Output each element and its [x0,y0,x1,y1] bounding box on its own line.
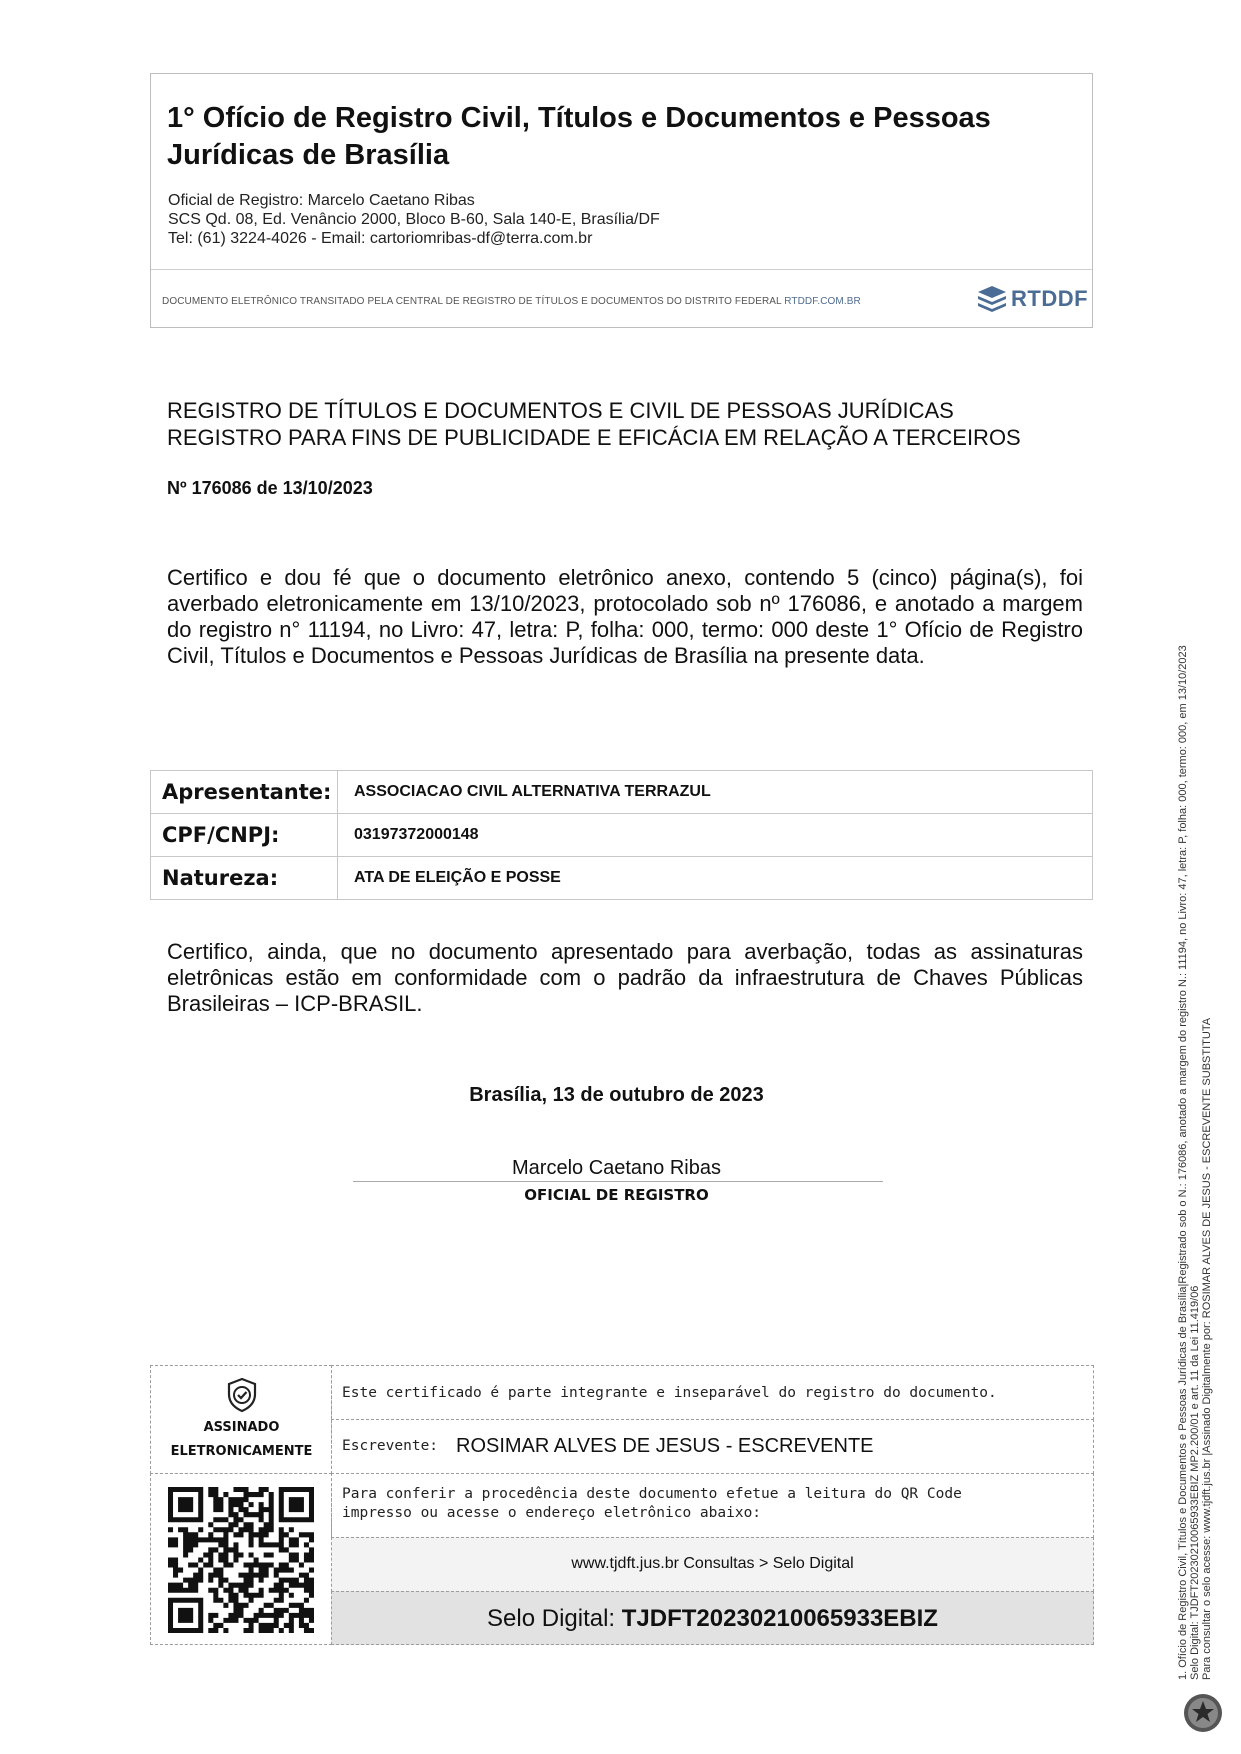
table-row [151,771,1093,814]
transit-note [162,296,861,307]
clerk-name: ROSIMAR ALVES DE JESUS - ESCREVENTE [456,1435,874,1457]
seal-code: TJDFT20230210065933EBIZ [621,1605,938,1632]
details-table [150,770,1093,900]
signed-badge-cell [150,1365,332,1474]
verify-url[interactable]: www.tjdft.jus.br Consultas > Selo Digital [571,1555,854,1572]
transit-note-text: DOCUMENTO ELETRÔNICO TRANSITADO PELA CENTRAL DE REGISTRO DE TÍTULOS E DOCUMENTOS DO DISTRITO FEDERAL [162,296,782,307]
stack-icon [977,285,1007,313]
rtddf-link[interactable]: RTDDF.COM.BR [784,296,861,307]
seal-cell [331,1591,1094,1645]
verify-cell [331,1473,1094,1538]
side-margin-line-3: Para consultar o selo acesse: www.tjdft.jus.br |Assinado Digitalmente por: ROSIMAR ALVES DE JESUS - ESCREVENTE SUBSTITUTA [1201,1017,1213,1680]
cpf-cnpj-label: CPF/CNPJ: [151,814,338,857]
seal-line [332,1605,1093,1633]
table-row [151,814,1093,857]
signer-role: OFICIAL DE REGISTRO [524,1186,709,1204]
signed-label-line-2: ELETRONICAMENTE [170,1444,313,1459]
certificate-block [150,1365,1094,1645]
signed-label [151,1416,332,1464]
verify-line-1: Para conferir a procedência deste documento efetue a leitura do QR Code [342,1486,962,1502]
certification-paragraph: Certifico e dou fé que o documento eletrônico anexo, contendo 5 (cinco) página(s), foi averbado eletronicamente em 13/10/2023, protocolado sob nº 176086, e anotado a margem do registro n° 11194, no Livro: 47, letra: P, folha: 000, termo: 000 deste 1° Ofício de Registro Civil, Títulos e Documentos e Pessoas Jurídicas de Brasília na presente data. [167,565,1083,668]
city-date: Brasília, 13 de outubro de 2023 [469,1084,764,1106]
address-line: SCS Qd. 08, Ed. Venâncio 2000, Bloco B-60, Sala 140-E, Brasília/DF [168,211,660,228]
signed-label-line-1: ASSINADO [203,1420,280,1435]
qr-modules [168,1487,314,1633]
presenter-value: ASSOCIACAO CIVIL ALTERNATIVA TERRAZUL [338,771,1093,814]
nature-value: ATA DE ELEIÇÃO E POSSE [338,857,1093,900]
side-margin-line-1: 1. Ofício de Registro Civil, Títulos e Documentos e Pessoas Jurídicas de Brasília|Registrado sob o N.: 176086, anotado a margem do registro N.: 11194, no Livro: 47, letra: P, folha: 000, termo: 000, em 13/10/2023 [1177,645,1189,1680]
clerk-cell [331,1419,1094,1474]
registry-heading-2: REGISTRO PARA FINS DE PUBLICIDADE E EFICÁCIA EM RELAÇÃO A TERCEIROS [167,425,1021,450]
nature-label: Natureza: [151,857,338,900]
side-margin-line-2: Selo Digital: TJDFT20230210065933EBIZ MP2.200/01 e art. 11 da Lei 11.419/06 [1189,1285,1201,1680]
verify-line-2: impresso ou acesse o endereço eletrônico abaixo: [342,1505,762,1521]
office-title: 1° Ofício de Registro Civil, Títulos e Documentos e Pessoas Jurídicas de Brasília [167,102,991,171]
office-header [150,73,1093,328]
icp-paragraph: Certifico, ainda, que no documento apresentado para averbação, todas as assinaturas eletrônicas estão em conformidade com o padrão da infraestrutura de Chaves Públicas Brasileiras – ICP-BRASIL. [167,939,1083,1016]
contact-line: Tel: (61) 3224-4026 - Email: cartoriomribas-df@terra.com.br [168,230,593,247]
table-row [151,857,1093,900]
seal-label: Selo Digital: [487,1605,616,1632]
shield-check-icon [225,1377,259,1413]
url-cell [331,1537,1094,1592]
clerk-label: Escrevente: [342,1438,439,1454]
rtddf-logo [977,284,1088,314]
coat-of-arms-seal [1182,1692,1224,1734]
header-divider [151,269,1092,270]
integral-text-cell [331,1365,1094,1420]
rtddf-logo-text: RTDDF [1011,286,1089,311]
registry-heading-1: REGISTRO DE TÍTULOS E DOCUMENTOS E CIVIL DE PESSOAS JURÍDICAS [167,398,954,423]
side-margin-note [1177,480,1213,1680]
qr-code[interactable] [168,1487,314,1633]
presenter-label: Apresentante: [151,771,338,814]
registry-number: Nº 176086 de 13/10/2023 [167,478,373,498]
signer-name: Marcelo Caetano Ribas [512,1157,721,1179]
qr-code-cell [150,1473,332,1645]
cpf-cnpj-value: 03197372000148 [338,814,1093,857]
integral-text: Este certificado é parte integrante e inseparável do registro do documento. [342,1385,997,1401]
officer-line: Oficial de Registro: Marcelo Caetano Ribas [168,192,475,209]
signature-line [353,1181,883,1182]
